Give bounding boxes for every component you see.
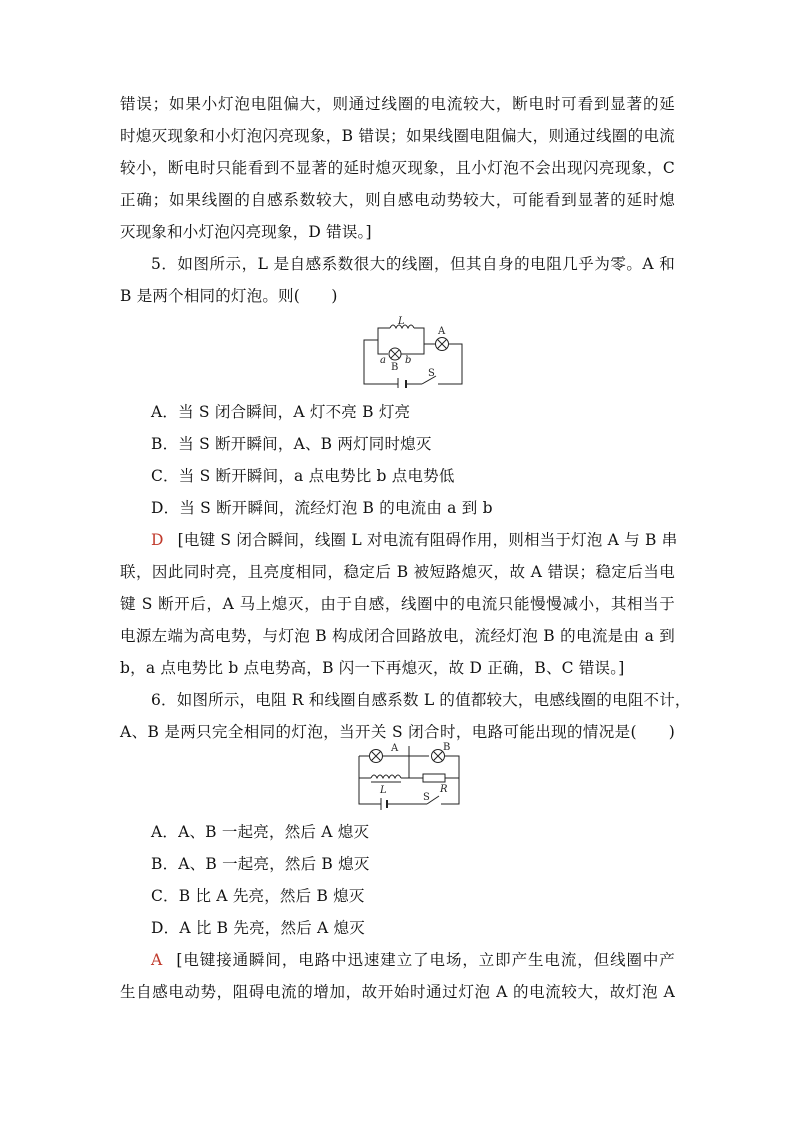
text-line: 错误；如果小灯泡电阻偏大，则通过线圈的电流较大，断电时可看到显著的延 — [120, 95, 675, 113]
label-L: L — [398, 316, 405, 327]
answer-letter: A — [151, 951, 163, 969]
explanation-line: 联，因此同时亮，且亮度相同，稳定后 B 被短路熄灭，故 A 错误；稳定后当电 — [120, 563, 675, 581]
option-a: A．A、B 一起亮，然后 A 熄灭 — [151, 823, 370, 841]
label-A: A — [438, 326, 446, 337]
explanation-line: b，a 点电势比 b 点电势高，B 闪一下再熄灭，故 D 正确，B、C 错误。] — [120, 659, 625, 677]
option-c: C．B 比 A 先亮，然后 B 熄灭 — [151, 887, 365, 905]
label-S: S — [428, 368, 435, 379]
text-line: 较小，断电时只能看到不显著的延时熄灭现象，且小灯泡不会出现闪亮现象，C — [120, 159, 675, 177]
label-A: A — [391, 743, 399, 754]
explanation-text: [电键 S 闭合瞬间，线圈 L 对电流有阻碍作用，则相当于灯泡 A 与 B 串 — [177, 531, 678, 549]
label-B: B — [443, 742, 451, 753]
label-a: a — [380, 355, 386, 366]
option-a: A．当 S 闭合瞬间，A 灯不亮 B 灯亮 — [151, 403, 411, 421]
label-S: S — [423, 792, 430, 803]
explanation-text: [电键接通瞬间，电路中迅速建立了电场，立即产生电流，但线圈中产 — [176, 951, 675, 969]
label-b: b — [405, 355, 412, 366]
option-d: D．A 比 B 先亮，然后 A 熄灭 — [151, 919, 365, 937]
question-5-stem: B 是两个相同的灯泡。则( ) — [120, 287, 338, 305]
question-5-stem: 5．如图所示，L 是自感系数很大的线圈，但其自身的电阻几乎为零。A 和 — [151, 255, 675, 273]
circuit-diagram-q6 — [355, 742, 465, 810]
text-line: 时熄灭现象和小灯泡闪亮现象，B 错误；如果线圈电阻偏大，则通过线圈的电流 — [120, 127, 675, 145]
option-b: B．A、B 一起亮，然后 B 熄灭 — [151, 855, 370, 873]
option-d: D．当 S 断开瞬间，流经灯泡 B 的电流由 a 到 b — [151, 499, 493, 517]
text-line: 正确；如果线圈的自感系数较大，则自感电动势较大，可能看到显著的延时熄 — [120, 191, 675, 209]
explanation-line: 生自感电动势，阻碍电流的增加，故开始时通过灯泡 A 的电流较大，故灯泡 A — [120, 983, 675, 1001]
answer-letter: D — [151, 531, 164, 549]
label-R: R — [440, 784, 448, 795]
explanation-line: 电源左端为高电势，与灯泡 B 构成闭合回路放电，流经灯泡 B 的电流是由 a 到 — [120, 627, 675, 645]
option-c: C．当 S 断开瞬间，a 点电势比 b 点电势低 — [151, 467, 455, 485]
question-6-stem: 6．如图所示，电阻 R 和线圈自感系数 L 的值都较大，电感线圈的电阻不计， — [151, 691, 691, 709]
question-6-stem: A、B 是两只完全相同的灯泡，当开关 S 闭合时，电路可能出现的情况是( ) — [120, 723, 675, 741]
explanation-line: 键 S 断开后，A 马上熄灭，由于自感，线圈中的电流只能慢慢减小，其相当于 — [120, 595, 675, 613]
text-line: 灭现象和小灯泡闪亮现象，D 错误。] — [120, 223, 372, 241]
label-L: L — [380, 785, 387, 796]
answer-line — [151, 950, 675, 970]
answer-line — [151, 530, 678, 550]
circuit-diagram-q5 — [360, 316, 470, 388]
label-B: B — [391, 362, 399, 373]
option-b: B．当 S 断开瞬间，A、B 两灯同时熄灭 — [151, 435, 432, 453]
